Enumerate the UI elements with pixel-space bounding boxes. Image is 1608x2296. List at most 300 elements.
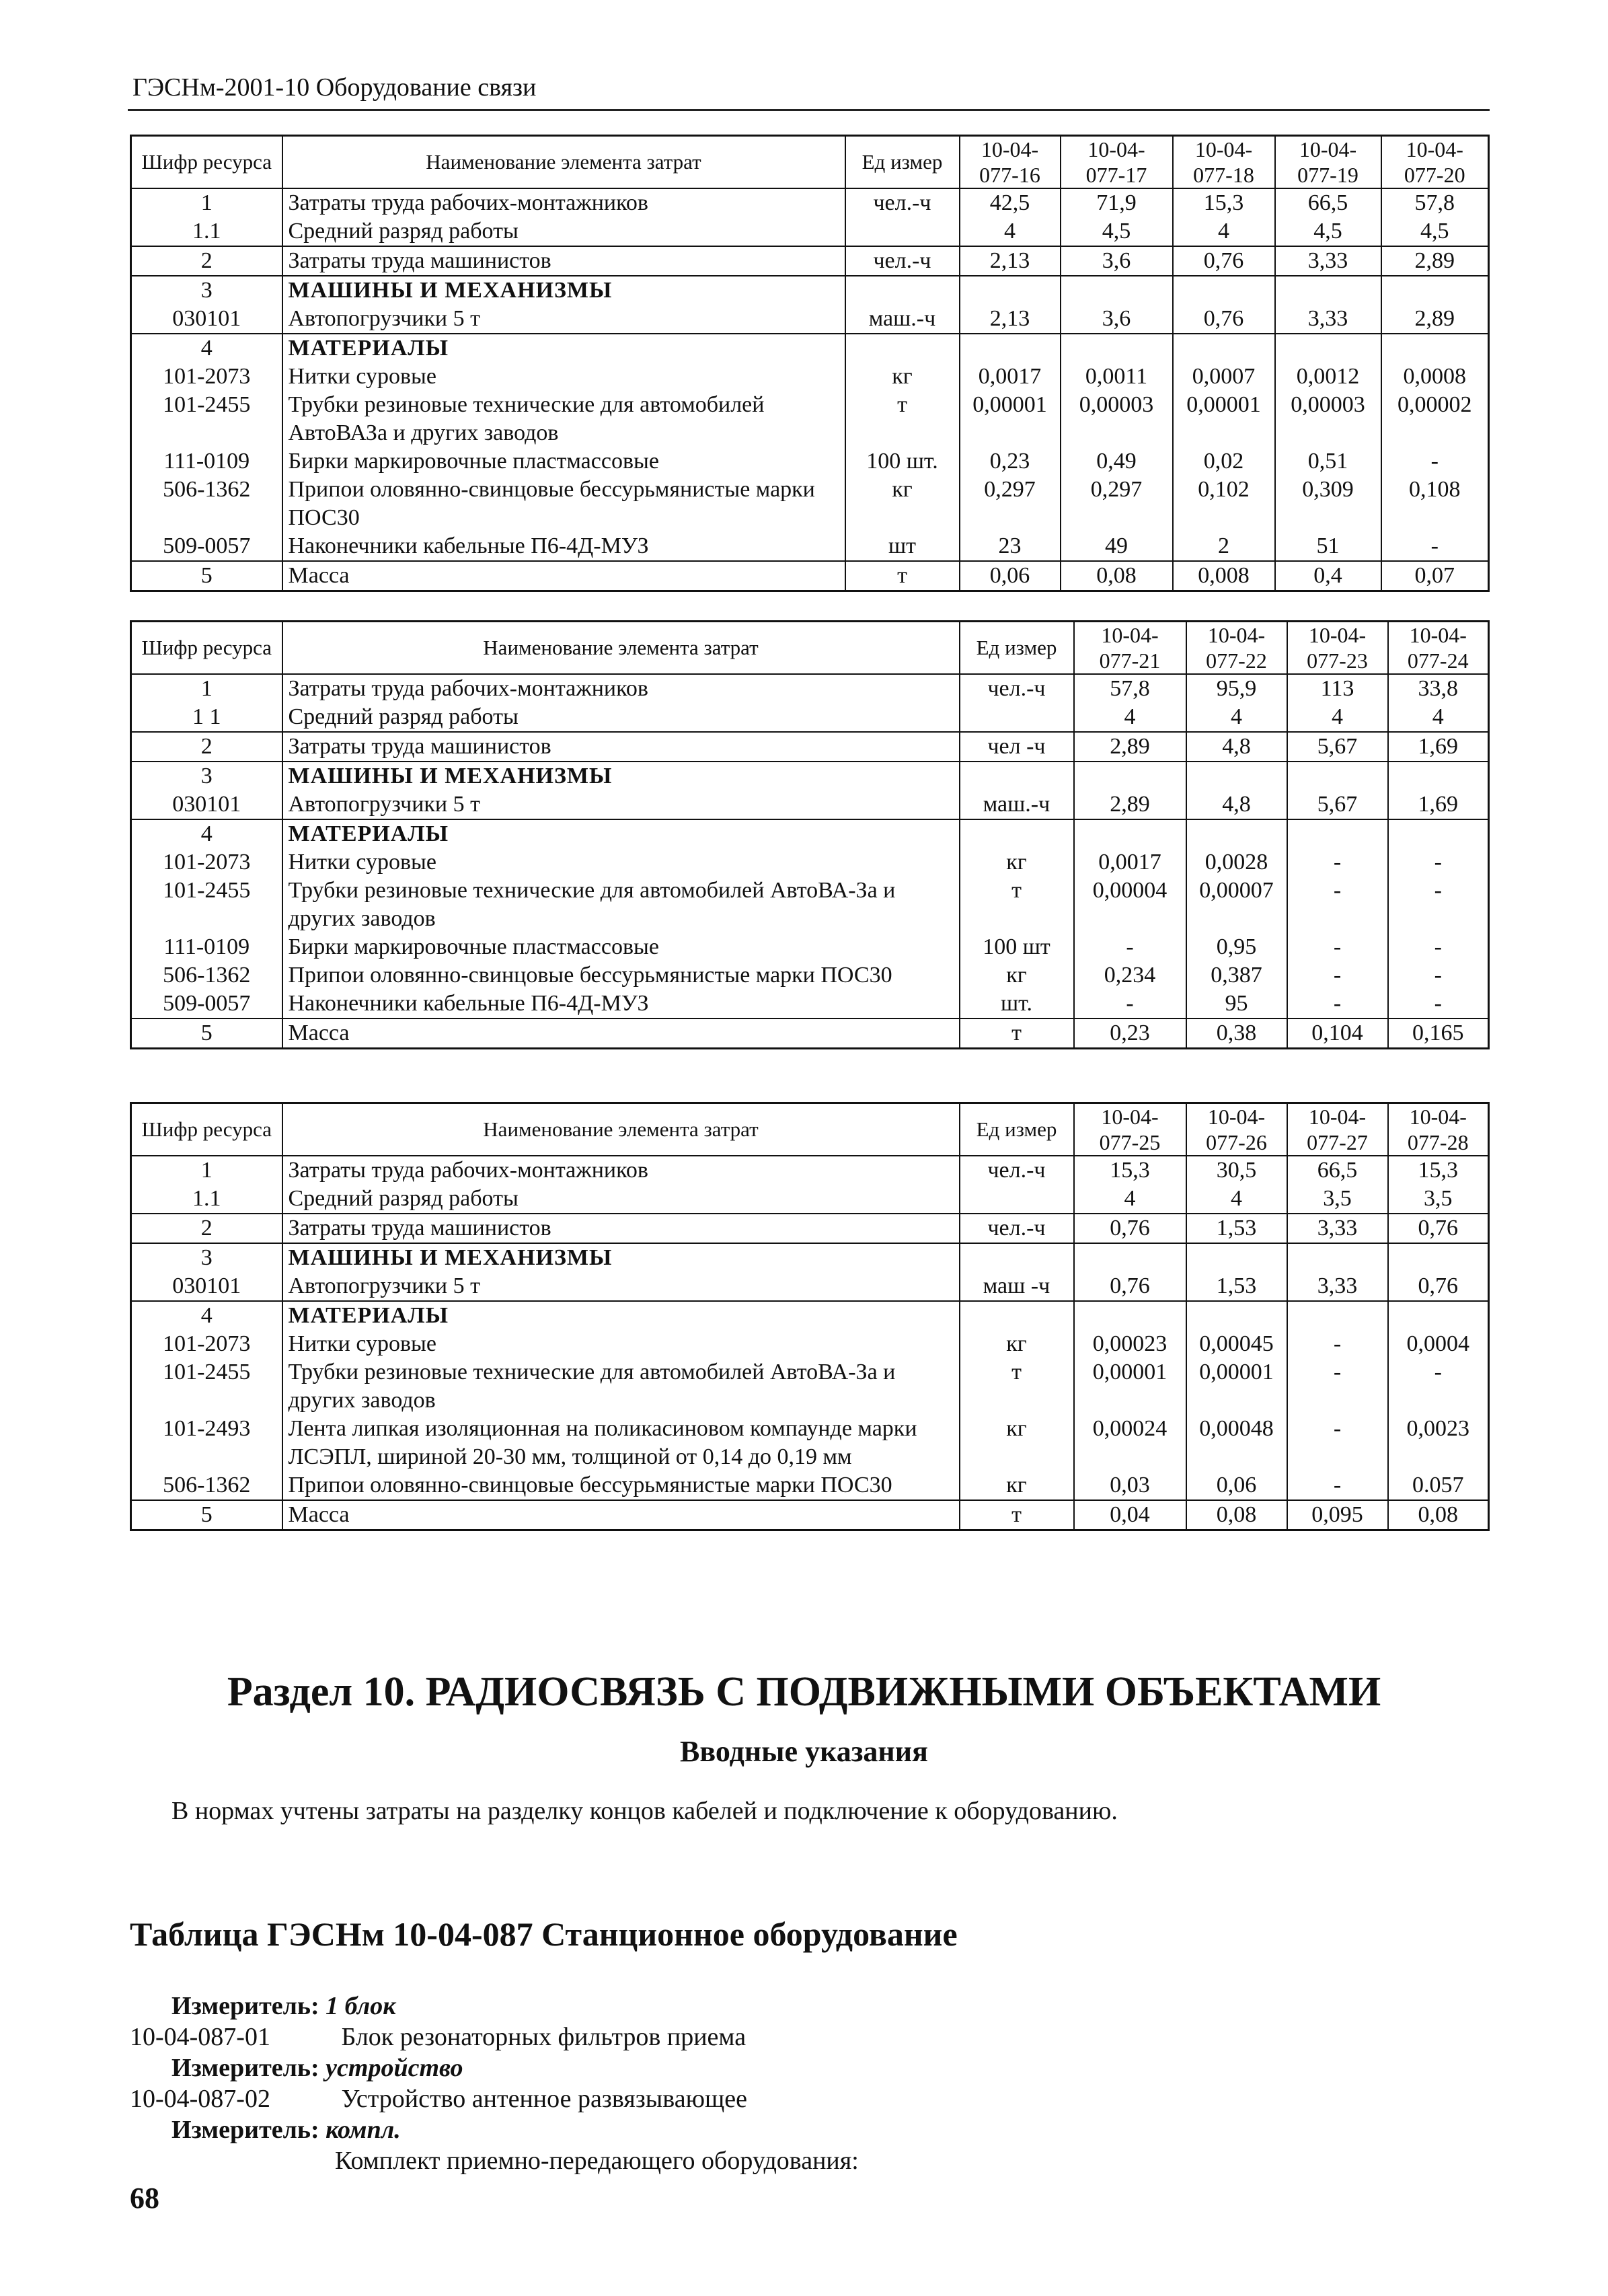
cell-code: 509-0057 [131, 532, 282, 561]
cell-value: 0,06 [960, 561, 1061, 591]
table-row [131, 819, 1489, 848]
cell-value: 95 [1186, 990, 1287, 1019]
cell-value: - [1388, 877, 1489, 933]
cell-value [1074, 1301, 1186, 1330]
cell-value [1381, 276, 1489, 305]
cell-value: - [1287, 961, 1388, 990]
cell-value: - [1388, 848, 1489, 877]
cell-code: 506-1362 [131, 476, 282, 532]
cell-value: - [1287, 1330, 1388, 1358]
cell-value [1061, 334, 1173, 363]
cell-value: 0,0017 [1074, 848, 1186, 877]
cell-value: 1,53 [1186, 1214, 1287, 1243]
cell-value: 0,00003 [1061, 391, 1173, 447]
cell-value: 3,33 [1275, 246, 1381, 276]
cell-value: 71,9 [1061, 188, 1173, 217]
cell-value: 1,69 [1388, 790, 1489, 819]
table-row [131, 246, 1489, 276]
cell-code: 1 1 [131, 703, 282, 732]
cell-value: 4 [1186, 1185, 1287, 1214]
cell-code: 1.1 [131, 1185, 282, 1214]
cell-value: 0,07 [1381, 561, 1489, 591]
cell-value: - [1381, 532, 1489, 561]
cell-value: 0,108 [1381, 476, 1489, 532]
header-name: Наименование элемента затрат [282, 622, 960, 675]
cell-value [1287, 819, 1388, 848]
cell-value: 0,102 [1173, 476, 1275, 532]
cell-value: - [1287, 1471, 1388, 1500]
cell-value: 3,33 [1287, 1214, 1388, 1243]
table-row [131, 305, 1489, 334]
cell-value [1287, 762, 1388, 790]
norm-table-3 [130, 1102, 1490, 1531]
cell-value: 33,8 [1388, 674, 1489, 703]
cell-value: - [1287, 848, 1388, 877]
cell-unit: чел.-ч [960, 1156, 1074, 1185]
cell-unit: т [960, 1019, 1074, 1049]
norm-table-2 [130, 620, 1490, 1049]
cell-value: 0,008 [1173, 561, 1275, 591]
cell-value [1186, 819, 1287, 848]
cell-value: 0,00001 [1186, 1358, 1287, 1415]
cell-value: 0,387 [1186, 961, 1287, 990]
cell-value: 4 [1287, 703, 1388, 732]
cell-value: 0,0008 [1381, 363, 1489, 391]
norm-table-1 [130, 135, 1490, 592]
cell-unit: 100 шт [960, 933, 1074, 961]
table-row [131, 762, 1489, 790]
cell-value: 3,6 [1061, 246, 1173, 276]
cell-name: МАТЕРИАЛЫ [282, 819, 960, 848]
cell-value [1287, 1301, 1388, 1330]
cell-value: 51 [1275, 532, 1381, 561]
cell-unit [960, 1301, 1074, 1330]
cell-name: Затраты труда рабочих-монтажников [282, 188, 845, 217]
norm-text: Блок резонаторных фильтров приема [341, 2023, 746, 2051]
cell-code: 5 [131, 1500, 282, 1530]
measure-line [171, 2053, 463, 2083]
header-norm-code: 10-04- 077-20 [1381, 136, 1489, 189]
cell-name: Средний разряд работы [282, 217, 845, 246]
cell-value: 5,67 [1287, 732, 1388, 762]
cell-value: 0,0011 [1061, 363, 1173, 391]
header-norm-code: 10-04- 077-23 [1287, 622, 1388, 675]
table-row [131, 1156, 1489, 1185]
cell-value: - [1381, 447, 1489, 476]
cell-code: 2 [131, 1214, 282, 1243]
cell-value [1074, 762, 1186, 790]
cell-value: 4,5 [1275, 217, 1381, 246]
cell-value: 0,095 [1287, 1500, 1388, 1530]
table-row [131, 790, 1489, 819]
cell-unit [960, 1185, 1074, 1214]
cell-value: 66,5 [1287, 1156, 1388, 1185]
table-row [131, 1415, 1489, 1471]
cell-code: 5 [131, 561, 282, 591]
cell-value: 0,51 [1275, 447, 1381, 476]
cell-value: 0,0012 [1275, 363, 1381, 391]
cell-code: 4 [131, 819, 282, 848]
cell-code: 509-0057 [131, 990, 282, 1019]
cell-code: 101-2455 [131, 1358, 282, 1415]
cell-value: 0,76 [1173, 246, 1275, 276]
cell-code: 5 [131, 1019, 282, 1049]
cell-name: МАШИНЫ И МЕХАНИЗМЫ [282, 762, 960, 790]
cell-value: 15,3 [1388, 1156, 1489, 1185]
cell-name: Трубки резиновые технические для автомобилей АвтоВА-За и других заводов [282, 1358, 960, 1415]
running-header: ГЭСНм-2001-10 Оборудование связи [132, 73, 537, 102]
cell-value: 0,104 [1287, 1019, 1388, 1049]
cell-unit: кг [960, 848, 1074, 877]
cell-value: - [1388, 990, 1489, 1019]
cell-value: 0,4 [1275, 561, 1381, 591]
header-norm-code: 10-04- 077-21 [1074, 622, 1186, 675]
cell-value: 2,89 [1381, 246, 1489, 276]
cell-value: 0,95 [1186, 933, 1287, 961]
cell-value: 0,00023 [1074, 1330, 1186, 1358]
cell-value: 4 [1388, 703, 1489, 732]
header-norm-code: 10-04- 077-27 [1287, 1103, 1388, 1156]
cell-value [1173, 334, 1275, 363]
cell-value: 42,5 [960, 188, 1061, 217]
table-row [131, 1214, 1489, 1243]
cell-code: 4 [131, 334, 282, 363]
measure-value: компл. [326, 2116, 401, 2144]
cell-value: 0,297 [1061, 476, 1173, 532]
cell-value: 0,00004 [1074, 877, 1186, 933]
header-name: Наименование элемента затрат [282, 1103, 960, 1156]
table-row [131, 1272, 1489, 1301]
cell-value: 49 [1061, 532, 1173, 561]
cell-value [1388, 762, 1489, 790]
cell-value [1074, 1243, 1186, 1272]
cell-value: 0,0023 [1388, 1415, 1489, 1471]
table-row [131, 447, 1489, 476]
cell-value: 2,89 [1381, 305, 1489, 334]
cell-name: Затраты труда рабочих-монтажников [282, 674, 960, 703]
cell-value: 0,297 [960, 476, 1061, 532]
table-header-row [131, 622, 1489, 675]
cell-value: 0,02 [1173, 447, 1275, 476]
header-norm-code: 10-04- 077-26 [1186, 1103, 1287, 1156]
cell-value: - [1074, 990, 1186, 1019]
cell-name: Нитки суровые [282, 848, 960, 877]
cell-unit: т [845, 561, 960, 591]
cell-name: Наконечники кабельные П6-4Д-МУЗ [282, 990, 960, 1019]
cell-value [1388, 1301, 1489, 1330]
table-row [131, 732, 1489, 762]
cell-value [1287, 1243, 1388, 1272]
table-row [131, 933, 1489, 961]
cell-value [1186, 762, 1287, 790]
cell-code: 3 [131, 276, 282, 305]
cell-value: 15,3 [1173, 188, 1275, 217]
norm-code: 10-04-087-02 [130, 2085, 270, 2113]
table-row [131, 1243, 1489, 1272]
cell-value: 4 [1173, 217, 1275, 246]
header-unit: Ед измер [845, 136, 960, 189]
cell-value: 0,00002 [1381, 391, 1489, 447]
norm-item [130, 2022, 746, 2052]
cell-value: 0,08 [1388, 1500, 1489, 1530]
cell-name: Затраты труда машинистов [282, 732, 960, 762]
table-row [131, 334, 1489, 363]
cell-name: Масса [282, 561, 845, 591]
cell-unit: 100 шт. [845, 447, 960, 476]
table-row [131, 1330, 1489, 1358]
cell-value: 0,00045 [1186, 1330, 1287, 1358]
cell-value: 0,76 [1173, 305, 1275, 334]
cell-unit: т [960, 1500, 1074, 1530]
cell-value: 0,00003 [1275, 391, 1381, 447]
header-norm-code: 10-04- 077-17 [1061, 136, 1173, 189]
cell-code: 030101 [131, 305, 282, 334]
cell-name: Нитки суровые [282, 363, 845, 391]
header-norm-code: 10-04- 077-19 [1275, 136, 1381, 189]
cell-name: Средний разряд работы [282, 703, 960, 732]
cell-value: 0,06 [1186, 1471, 1287, 1500]
intro-text: В нормах учтены затраты на разделку концов кабелей и подключение к оборудованию. [171, 1797, 1118, 1825]
measure-value: 1 блок [326, 1992, 396, 2020]
cell-name: Затраты труда рабочих-монтажников [282, 1156, 960, 1185]
table-row [131, 877, 1489, 933]
cell-value [1186, 1301, 1287, 1330]
cell-code: 506-1362 [131, 1471, 282, 1500]
cell-value: 3,33 [1275, 305, 1381, 334]
table-row [131, 532, 1489, 561]
measure-label: Измеритель: [171, 2116, 319, 2144]
cell-unit: маш.-ч [960, 790, 1074, 819]
cell-value: 66,5 [1275, 188, 1381, 217]
cell-name: Припои оловянно-свинцовые бессурьмянистые марки ПОС30 [282, 476, 845, 532]
measure-value: устройство [326, 2054, 463, 2082]
header-norm-code: 10-04- 077-25 [1074, 1103, 1186, 1156]
cell-value: 0,00001 [1173, 391, 1275, 447]
cell-value: 0,234 [1074, 961, 1186, 990]
cell-name: Затраты труда машинистов [282, 246, 845, 276]
table-row [131, 391, 1489, 447]
table-caption: Таблица ГЭСНм 10-04-087 Станционное оборудование [130, 1915, 958, 1953]
cell-code: 1 [131, 1156, 282, 1185]
table-header-row [131, 1103, 1489, 1156]
cell-unit: кг [960, 961, 1074, 990]
measure-label: Измеритель: [171, 2054, 319, 2082]
norm-item [130, 2084, 747, 2114]
page-number: 68 [130, 2182, 159, 2215]
header-unit: Ед измер [960, 622, 1074, 675]
table-header-row [131, 136, 1489, 189]
cell-code: 101-2073 [131, 363, 282, 391]
cell-name: Средний разряд работы [282, 1185, 960, 1214]
header-code: Шифр ресурса [131, 1103, 282, 1156]
cell-unit: чел.-ч [960, 1214, 1074, 1243]
measure-line [171, 1991, 395, 2021]
cell-unit: чел.-ч [845, 246, 960, 276]
cell-code: 1 [131, 674, 282, 703]
table-row [131, 1019, 1489, 1049]
table-row [131, 1471, 1489, 1500]
table-row [131, 561, 1489, 591]
cell-code: 101-2455 [131, 391, 282, 447]
cell-value: 4 [1186, 703, 1287, 732]
table-row [131, 990, 1489, 1019]
cell-value: 0.057 [1388, 1471, 1489, 1500]
cell-unit: кг [845, 363, 960, 391]
table-row [131, 674, 1489, 703]
header-norm-code: 10-04- 077-22 [1186, 622, 1287, 675]
cell-value: 0,0028 [1186, 848, 1287, 877]
cell-unit: шт. [960, 990, 1074, 1019]
cell-code: 1.1 [131, 217, 282, 246]
cell-value [1275, 334, 1381, 363]
cell-unit: маш.-ч [845, 305, 960, 334]
cell-value: 0,04 [1074, 1500, 1186, 1530]
cell-value: 3,5 [1388, 1185, 1489, 1214]
cell-code: 2 [131, 732, 282, 762]
cell-name: Наконечники кабельные П6-4Д-МУЗ [282, 532, 845, 561]
cell-value: 0,00007 [1186, 877, 1287, 933]
header-rule [128, 109, 1490, 111]
cell-value: 4 [1074, 703, 1186, 732]
cell-value: 0,08 [1186, 1500, 1287, 1530]
cell-value: 0,309 [1275, 476, 1381, 532]
cell-value [960, 334, 1061, 363]
cell-value: 0,38 [1186, 1019, 1287, 1049]
cell-name: Масса [282, 1019, 960, 1049]
cell-value [1388, 819, 1489, 848]
section-title: Раздел 10. РАДИОСВЯЗЬ С ПОДВИЖНЫМИ ОБЪЕКТАМИ [227, 1669, 1381, 1715]
cell-code: 101-2493 [131, 1415, 282, 1471]
cell-value: 3,6 [1061, 305, 1173, 334]
cell-value: 0,0007 [1173, 363, 1275, 391]
cell-value: 4,5 [1061, 217, 1173, 246]
cell-unit [845, 217, 960, 246]
cell-value: 2,13 [960, 305, 1061, 334]
cell-value: 95,9 [1186, 674, 1287, 703]
cell-value: 4 [1074, 1185, 1186, 1214]
cell-code: 3 [131, 1243, 282, 1272]
table-row [131, 276, 1489, 305]
cell-code: 101-2455 [131, 877, 282, 933]
norm-code: 10-04-087-01 [130, 2023, 270, 2051]
cell-unit: чел -ч [960, 732, 1074, 762]
cell-name: Автопогрузчики 5 т [282, 305, 845, 334]
cell-value [1186, 1243, 1287, 1272]
cell-unit: кг [960, 1330, 1074, 1358]
cell-value: 0,03 [1074, 1471, 1186, 1500]
cell-unit: т [845, 391, 960, 447]
header-norm-code: 10-04- 077-28 [1388, 1103, 1489, 1156]
measure-label: Измеритель: [171, 1992, 319, 2020]
table-row [131, 476, 1489, 532]
cell-name: Припои оловянно-свинцовые бессурьмянистые марки ПОС30 [282, 961, 960, 990]
cell-name: Масса [282, 1500, 960, 1530]
cell-unit: кг [960, 1471, 1074, 1500]
cell-name: Трубки резиновые технические для автомобилей АвтоВАЗа и других заводов [282, 391, 845, 447]
cell-value: 23 [960, 532, 1061, 561]
cell-unit: чел.-ч [845, 188, 960, 217]
cell-value: - [1388, 1358, 1489, 1415]
table-row [131, 363, 1489, 391]
cell-unit: т [960, 877, 1074, 933]
cell-value: 4,8 [1186, 732, 1287, 762]
cell-name: МАШИНЫ И МЕХАНИЗМЫ [282, 1243, 960, 1272]
cell-value: 0,00001 [1074, 1358, 1186, 1415]
cell-value [1388, 1243, 1489, 1272]
cell-value: 0,76 [1074, 1272, 1186, 1301]
cell-unit [845, 334, 960, 363]
cell-code: 111-0109 [131, 447, 282, 476]
cell-code: 506-1362 [131, 961, 282, 990]
cell-code: 3 [131, 762, 282, 790]
cell-value: 0,00048 [1186, 1415, 1287, 1471]
cell-value [1381, 334, 1489, 363]
cell-unit [845, 276, 960, 305]
cell-code: 101-2073 [131, 1330, 282, 1358]
cell-value: - [1287, 1358, 1388, 1415]
cell-value: 0,23 [1074, 1019, 1186, 1049]
cell-name: Автопогрузчики 5 т [282, 1272, 960, 1301]
cell-value: 1,69 [1388, 732, 1489, 762]
cell-value: 4 [960, 217, 1061, 246]
cell-name: Автопогрузчики 5 т [282, 790, 960, 819]
cell-unit: чел.-ч [960, 674, 1074, 703]
cell-value: 0,49 [1061, 447, 1173, 476]
cell-value: - [1287, 877, 1388, 933]
cell-code: 1 [131, 188, 282, 217]
cell-value: - [1287, 990, 1388, 1019]
cell-value: 57,8 [1074, 674, 1186, 703]
cell-value: 2 [1173, 532, 1275, 561]
cell-name: Нитки суровые [282, 1330, 960, 1358]
cell-unit: маш -ч [960, 1272, 1074, 1301]
cell-value: 0,76 [1388, 1272, 1489, 1301]
cell-value [960, 276, 1061, 305]
cell-unit: кг [960, 1415, 1074, 1471]
cell-value: 4,5 [1381, 217, 1489, 246]
cell-name: Лента липкая изоляционная на поликасиновом компаунде марки ЛСЭПЛ, шириной 20-30 мм, толщиной от 0,14 до 0,19 мм [282, 1415, 960, 1471]
cell-unit [960, 762, 1074, 790]
cell-value: 2,13 [960, 246, 1061, 276]
cell-value: - [1287, 1415, 1388, 1471]
cell-value: 0,165 [1388, 1019, 1489, 1049]
cell-code: 4 [131, 1301, 282, 1330]
cell-code: 030101 [131, 790, 282, 819]
cell-name: Затраты труда машинистов [282, 1214, 960, 1243]
cell-value: 5,67 [1287, 790, 1388, 819]
cell-value: 0,00024 [1074, 1415, 1186, 1471]
table-row [131, 848, 1489, 877]
section-subtitle: Вводные указания [680, 1735, 928, 1768]
header-norm-code: 10-04- 077-16 [960, 136, 1061, 189]
cell-code: 101-2073 [131, 848, 282, 877]
cell-value: 30,5 [1186, 1156, 1287, 1185]
cell-unit: кг [845, 476, 960, 532]
cell-value: - [1388, 961, 1489, 990]
cell-value: 57,8 [1381, 188, 1489, 217]
cell-code: 030101 [131, 1272, 282, 1301]
table-row [131, 1301, 1489, 1330]
cell-value [1074, 819, 1186, 848]
cell-value: 3,5 [1287, 1185, 1388, 1214]
cell-unit [960, 1243, 1074, 1272]
cell-value: 0,00001 [960, 391, 1061, 447]
table-row [131, 1500, 1489, 1530]
cell-value [1173, 276, 1275, 305]
cell-value: 113 [1287, 674, 1388, 703]
measure-line [171, 2115, 401, 2145]
table-row [131, 217, 1489, 246]
